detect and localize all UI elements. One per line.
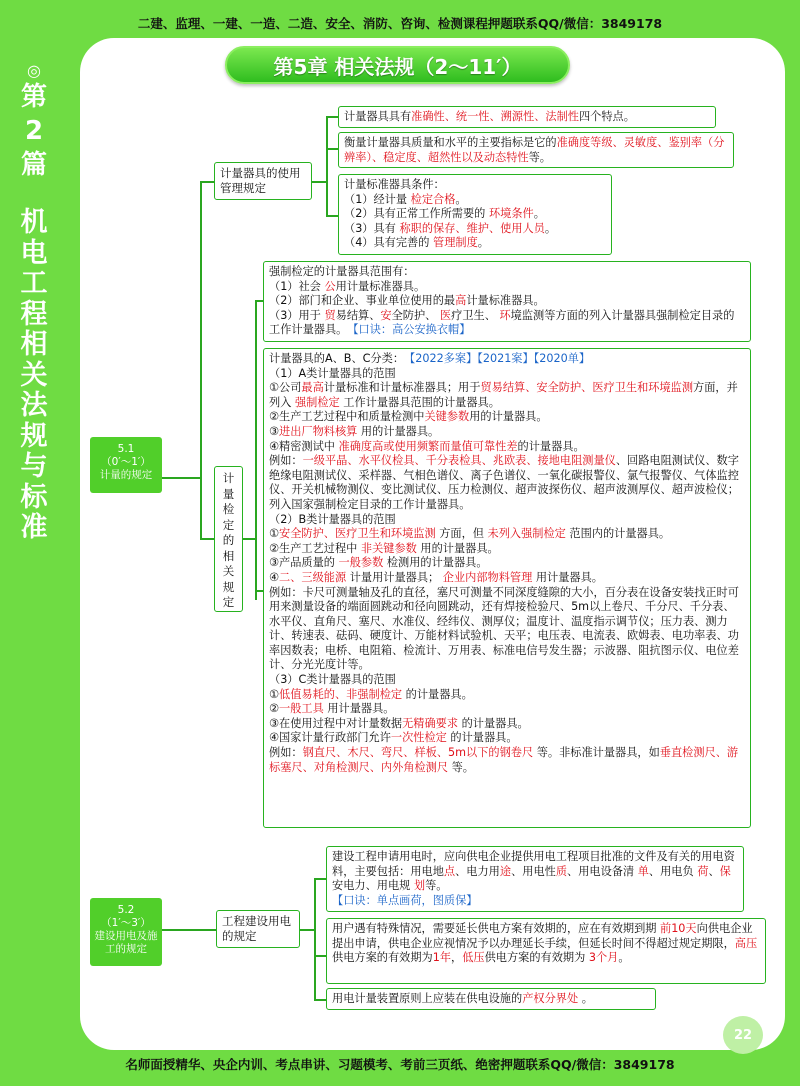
highlight-text: 高 <box>455 294 467 308</box>
body-text: 等。 <box>528 150 551 164</box>
body-text: 、回路电阻测试仪、数字绝缘电阻测试仪、采样器、气相色谱仪、离子色谱仪、一氧化碳报警仪、氯气报警仪、气体监控仪、开关机械物测仪、变比测试仪、压力检测仪、超声波探伤仪、超声波测厚仪、超声波检仪；列入国家强制检定目录的工作计量器具。 <box>269 454 739 511</box>
note-supply-plan-validity <box>326 918 766 984</box>
body-text: 的计量器具。 <box>446 731 518 745</box>
branch-char: 量 <box>222 486 235 501</box>
connector <box>162 477 200 479</box>
side-part-3: 篇 <box>20 150 47 180</box>
highlight-text: 一般参数 <box>338 556 384 570</box>
body-text: 易结算、 <box>335 308 381 322</box>
body-text: ， <box>451 951 463 965</box>
note-power-application <box>326 846 744 912</box>
highlight-text: 3个月 <box>588 951 619 965</box>
side-title-char: 标 <box>20 481 48 513</box>
body-text: 用的计量器具。 <box>469 410 548 424</box>
body-text: 。 <box>618 951 630 965</box>
body-text: 计量器具的A、B、C分类： <box>269 352 399 365</box>
body-text: 计量器具具有 <box>344 110 412 123</box>
highlight-text: 检定合格 <box>410 192 456 206</box>
side-title-char: 准 <box>20 512 48 543</box>
note-characteristics <box>338 106 716 128</box>
side-title-char: 工 <box>20 268 48 299</box>
highlight-text: 钢直尺、木尺、弯尺、样板、5m以下的钢卷尺 <box>302 746 534 760</box>
highlight-text: 一次性检定 <box>390 731 447 745</box>
highlight-text: 保 <box>719 864 731 878</box>
mnemonic-text: 【2022多案】【2021案】【2020单】 <box>409 352 591 365</box>
highlight-text: 单 <box>637 864 649 878</box>
note-standard-conditions <box>338 174 612 255</box>
side-title-char: 程 <box>20 298 48 330</box>
connector <box>255 300 257 600</box>
connector <box>314 999 326 1001</box>
highlight-text: 贸易结算、安全防护、医疗卫生和环境监测 <box>480 381 694 395</box>
note-metering-location <box>326 988 656 1010</box>
note-mandatory-scope <box>263 261 751 342</box>
body-text: 例如： <box>269 454 303 468</box>
body-text: ②生产工艺过程中 <box>269 541 361 555</box>
body-text: 用计量标准器具。 <box>335 279 426 293</box>
page-number: 22 <box>723 1016 763 1054</box>
highlight-text: 医 <box>439 308 452 322</box>
connector <box>314 955 326 957</box>
chapter-title: 第5章 相关法规（2～11′） <box>225 46 570 84</box>
branch-char: 关 <box>222 564 235 578</box>
connector <box>314 878 316 1000</box>
highlight-text: 安全防护、医疗卫生和环境监测 <box>279 527 436 541</box>
branch-usage-management: 计量器具的使用管理规定 <box>214 162 312 200</box>
highlight-text: 管理制度 <box>433 236 478 250</box>
connector <box>200 538 214 540</box>
connector <box>200 181 202 539</box>
side-title-char: 电 <box>20 237 48 269</box>
body-text: 衡量计量器具质量和水平的主要指标是它的 <box>344 136 557 149</box>
body-text: ④ <box>269 570 280 584</box>
side-dot: ◎ <box>27 61 41 80</box>
highlight-text: 准确度高或使用频繁而量值可靠性差 <box>338 439 518 453</box>
connector <box>200 181 214 183</box>
highlight-text: 荷 <box>697 864 709 878</box>
side-title-char: 规 <box>20 420 48 452</box>
body-text: 用户遇有特殊情况，需要延长供电方案有效期的，应在有效期到期 <box>332 922 660 935</box>
highlight-text: 强制检定 <box>294 395 340 409</box>
top-banner: 二建、监理、一建、一造、二造、安全、消防、咨询、检测课程押题联系QQ/微信：3849178 <box>137 16 663 31</box>
body-text: 、 <box>708 864 720 878</box>
body-text: ② <box>269 702 280 716</box>
highlight-text: 公 <box>324 279 336 293</box>
body-text: 的计量器具。 <box>458 716 529 730</box>
highlight-text: 垂直检测尺、游标塞尺、对角检测尺、内外角检测尺 <box>269 746 739 774</box>
body-text: （1）社会 <box>269 279 325 293</box>
bottom-banner: 名师面授精华、央企内训、考点串讲、习题模考、考前三页纸、绝密押题联系QQ/微信：3849178 <box>125 1057 675 1072</box>
body-text: 。 <box>533 207 545 221</box>
connector <box>326 116 328 216</box>
side-title-char: 相 <box>20 329 48 360</box>
highlight-text: 质 <box>555 864 568 878</box>
body-text: ①公司 <box>269 381 302 395</box>
body-text: 检测用的计量器具。 <box>383 556 488 570</box>
body-text: 方面，并列入 <box>269 381 738 409</box>
body-text: 四个特点。 <box>578 110 635 123</box>
body-text: 工作计量器具范围的计量器具。 <box>339 395 500 409</box>
body-text: ④国家计量行政部门允许 <box>269 731 391 745</box>
highlight-text: 一般工具 <box>279 702 324 716</box>
section-title: 工的规定 <box>105 943 147 955</box>
branch-verification-rules <box>214 466 243 612</box>
connector <box>312 181 326 183</box>
body-text: 例如： <box>269 746 303 760</box>
connector <box>243 538 255 540</box>
body-text: 等。 <box>425 879 448 893</box>
connector <box>162 929 216 931</box>
body-text: 。 <box>544 221 557 235</box>
body-text: 、用电性 <box>511 864 556 878</box>
highlight-text: 环 <box>499 308 511 322</box>
body-text: 供电方案的有效期为 <box>484 951 589 965</box>
highlight-text: 未列入强制检定 <box>487 527 566 541</box>
body-text: 。 <box>455 192 467 206</box>
body-text: 、电力用 <box>455 864 500 878</box>
body-text: 建设工程申请用电时，应向供电企业提供用电工程项目批准的文件及有关的用电资料，主要包括：用电地 <box>332 850 735 878</box>
connector <box>326 148 338 150</box>
side-title-char: 与 <box>20 451 48 482</box>
body-text: （3）具有 <box>344 221 400 235</box>
branch-char: 检 <box>222 502 235 516</box>
body-text: ① <box>269 687 280 701</box>
section-score: （0′～1′） <box>101 456 151 468</box>
body-text: 安电力、用电规 <box>332 879 414 893</box>
body-text: 范围内的计量器具。 <box>565 527 671 541</box>
section-title: 建设用电及施 <box>94 930 158 942</box>
connector <box>326 116 338 118</box>
body-text: 用计量器具。 <box>532 570 603 584</box>
body-text: （2）部门和企业、事业单位使用的最 <box>269 294 456 308</box>
highlight-text: 安 <box>380 308 392 322</box>
highlight-text: 产权分界处 <box>522 992 579 1005</box>
connector <box>255 300 263 302</box>
body-text: 计量用计量器具； <box>346 570 443 584</box>
body-text: 全防护、 <box>391 308 440 322</box>
body-text: 疗卫生、 <box>451 308 500 322</box>
highlight-text: 一级平晶、水平仪检具、千分表检具、兆欧表、接地电阻测量仪 <box>302 454 616 468</box>
branch-char: 相 <box>222 548 235 563</box>
highlight-text: 前10天 <box>660 922 697 935</box>
body-text: ① <box>269 527 280 541</box>
highlight-text: 点 <box>443 864 456 878</box>
side-title-char: 法 <box>20 390 48 421</box>
body-text: 方面，但 <box>435 527 488 541</box>
side-title-char: 机 <box>20 207 48 238</box>
branch-char: 定 <box>222 517 235 532</box>
body-text: 的计量器具。 <box>402 687 473 701</box>
side-part-2: 2 <box>24 116 44 146</box>
branch-power-use: 工程建设用电的规定 <box>216 910 300 948</box>
section-5-1 <box>90 437 162 493</box>
body-text: 等。非标准计量器具，如 <box>533 746 660 760</box>
body-text: 向供电企业提出申请，供电企业应视情况予以办理延长手续，但延长时间不得超过规定期限， <box>332 922 753 950</box>
branch-char: 定 <box>222 595 235 609</box>
highlight-text: 企业内部物料管理 <box>442 570 533 584</box>
body-text: 用电计量装置原则上应装在供电设施的 <box>332 992 523 1005</box>
highlight-text: 低压 <box>462 951 485 965</box>
highlight-text: 称职的保存、维护、使用人员 <box>399 221 545 235</box>
highlight-text: 途 <box>499 864 512 878</box>
body-text: （1）经计量 <box>344 192 411 206</box>
body-text: 。 <box>477 236 489 250</box>
text-line: 例如：卡尺可测量轴及孔的直径，塞尺可测量不同深度缝隙的大小，百分表在设备安装找正时可用来测量设备的端面圆跳动和径向圆跳动，还有焊接检验尺、5m以上卷尺、千分尺、千分表、水平仪、直角尺、塞尺、水准仪、经纬仪、测厚仪；温度计、温度指示调节仪；压力表、测力计、转速表、砝码、硬度计、万能材料试验机、天平；电压表、电流表、欧姆表、电功率表、功率因数表；电桥、电阻箱、检流计、万用表、标准电信号发生器；示波器、阻抗图示仪、电位差计、分光光度计等。 <box>269 585 739 672</box>
branch-char: 计 <box>222 471 235 485</box>
body-text: ③ <box>269 424 280 438</box>
section-number: 5.2 <box>117 904 135 916</box>
text-line: （1）A类计量器具的范围 <box>269 366 396 380</box>
body-text: ②生产工艺过程中和质量检测中 <box>269 410 425 424</box>
highlight-text: 贸 <box>324 308 336 322</box>
body-text: 计量标准器具。 <box>466 294 545 308</box>
highlight-text: 最高 <box>301 381 324 395</box>
highlight-text: 1年 <box>432 951 452 965</box>
body-text: 供电方案的有效期为 <box>332 951 433 965</box>
connector <box>255 590 263 592</box>
text-line: 强制检定的计量器具范围有： <box>269 265 415 278</box>
highlight-text: 非关键参数 <box>360 541 417 555</box>
body-text: （4）具有完善的 <box>344 236 433 250</box>
branch-char: 规 <box>222 579 235 594</box>
mnemonic-text: 【口诀：高公安换衣帽】 <box>352 323 471 337</box>
section-title: 计量的规定 <box>99 469 153 481</box>
body-text: 、用电负 <box>648 864 698 878</box>
body-text: 用计量器具。 <box>323 702 395 716</box>
text-line: （2）B类计量器具的范围 <box>269 512 396 526</box>
text-line: 计量标准器具条件： <box>344 178 445 191</box>
highlight-text: 二、三级能源 <box>279 570 347 584</box>
body-text: 。 <box>578 992 593 1005</box>
side-part-1: 第 <box>20 82 47 112</box>
note-abc-classification <box>263 348 751 828</box>
body-text: 用的计量器具。 <box>357 424 440 438</box>
branch-char: 的 <box>222 533 235 547</box>
section-5-2 <box>90 898 162 966</box>
connector <box>326 215 338 217</box>
highlight-text: 关键参数 <box>424 410 470 424</box>
highlight-text: 无精确要求 <box>402 716 459 730</box>
side-title <box>8 62 60 544</box>
section-score: （1′～3′） <box>101 917 151 929</box>
note-quality-indicators <box>338 132 734 168</box>
text-line: （3）C类计量器具的范围 <box>269 673 396 687</box>
connector <box>314 878 326 880</box>
highlight-text: 低值易耗的、非强制检定 <box>279 687 403 701</box>
connector <box>300 929 314 931</box>
body-text: ④精密测试中 <box>269 439 339 453</box>
body-text: ③在使用过程中对计量数据 <box>269 716 403 730</box>
section-number: 5.1 <box>117 443 135 455</box>
text-line: 【口诀：单点画荷，图质保】 <box>332 893 478 907</box>
highlight-text: 环境条件 <box>488 207 534 221</box>
highlight-text: 高压 <box>734 936 758 950</box>
body-text: 用的计量器具。 <box>416 541 499 555</box>
body-text: 的计量器具。 <box>517 439 585 453</box>
body-text: ③产品质量的 <box>269 556 339 570</box>
body-text: 等。 <box>448 760 474 774</box>
body-text: （3）用于 <box>269 308 325 322</box>
highlight-text: 准确度等级、灵敏度、鉴别率（分辨率）、稳定度、超然性以及动态特性 <box>344 136 725 164</box>
body-text: （2）具有正常工作所需要的 <box>344 207 489 221</box>
highlight-text: 划 <box>413 879 426 893</box>
highlight-text: 准确性、统一性、溯源性、法制性 <box>411 110 579 123</box>
body-text: 计量标准和计量标准器具；用于 <box>323 381 481 395</box>
body-text: 境监测等方面的列入计量器具强制检定目录的工作计量器具。 <box>269 308 735 337</box>
body-text: 、用电设备清 <box>567 864 638 878</box>
side-title-char: 关 <box>20 359 48 391</box>
highlight-text: 进出厂物料核算 <box>279 424 358 438</box>
